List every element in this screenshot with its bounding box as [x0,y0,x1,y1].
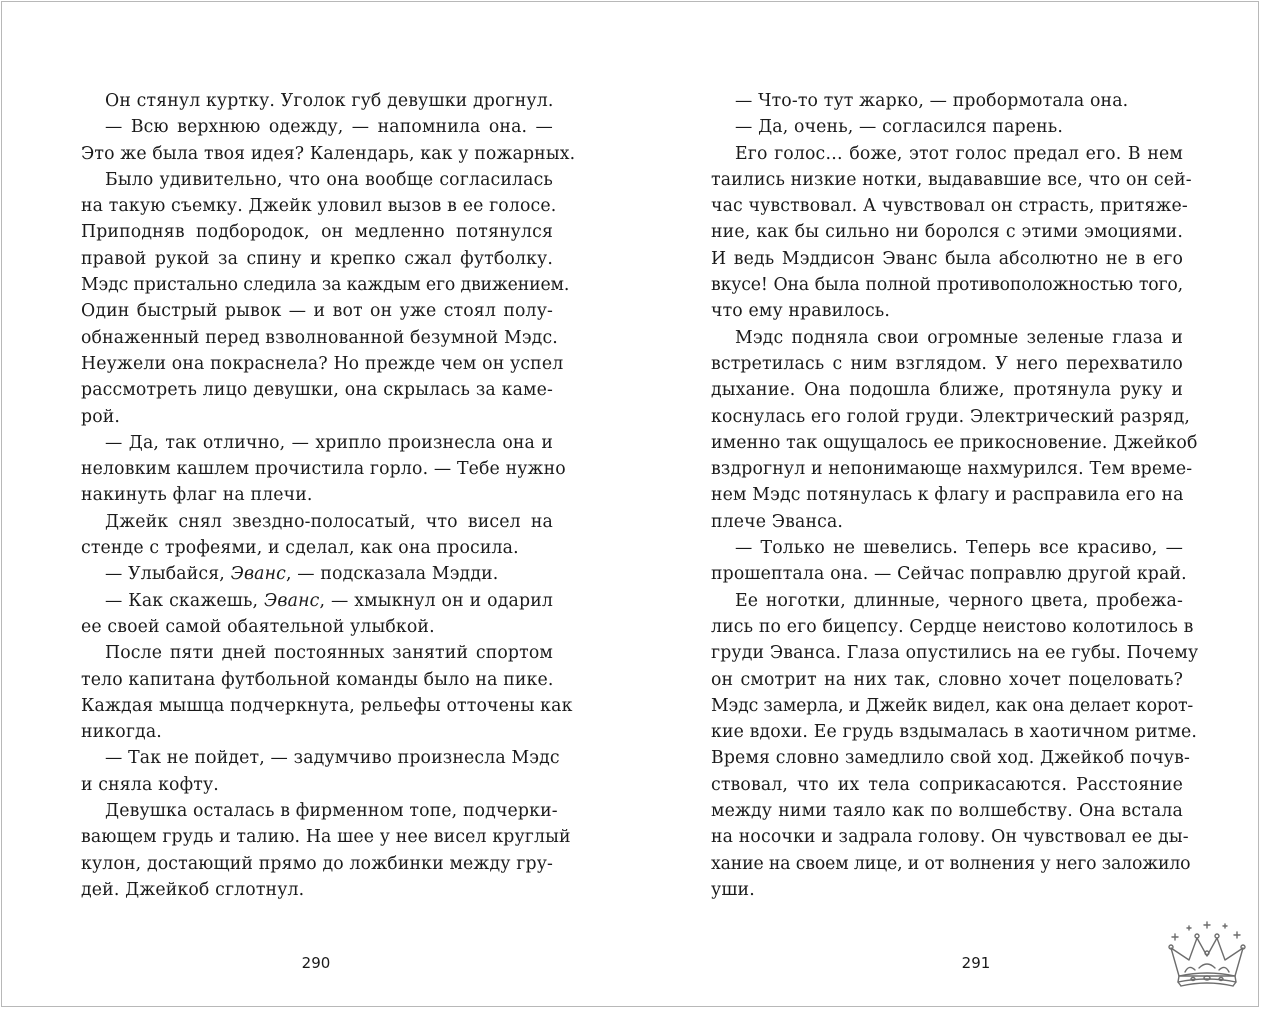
text-line: лись по его бицепсу. Сердце неистово колотилось в [711,616,1194,637]
text-line: — Всю верхнюю одежду, — напомнила она. — [105,117,553,138]
text-line: Неужели она покраснела? Но прежде чем он успел [81,353,564,374]
text-line: ние, как бы сильно ни боролся с этими эмоциями. [711,222,1183,243]
text-line: После пяти дней постоянных занятий спортом [105,643,553,664]
text-line [81,588,553,614]
text-line: — Что-то тут жарко, — пробормотала она. [735,91,1129,111]
text-line: Один быстрый рывок — и вот он уже стоял полу- [81,301,553,322]
left-page-text [81,88,576,903]
text-line: неловким кашлем прочистила горло. — Тебе нужно [81,459,566,480]
text-line: что ему нравилось. [711,301,891,322]
text-line: Его голос… боже, этот голос предал его. В нем [735,143,1183,164]
text-line: на носочки и задрала голову. Он чувствовал ее ды- [711,827,1189,848]
text-line: тело капитана футбольной команды было на пике. [81,669,554,690]
text-line [81,561,553,587]
text-line: правой рукой за спину и крепко сжал футболку. [81,248,553,269]
italic-name: Эванс [230,564,286,585]
text-fragment: , — подсказала Мэдди. [286,564,499,585]
text-line: Время словно замедлило свой ход. Джейкоб почув- [711,748,1190,769]
text-line: — Да, очень, — согласился парень. [735,117,1064,138]
text-line: ее своей самой обаятельной улыбкой. [81,616,435,637]
text-line: Мэдс подняла свои огромные зеленые глаза и [735,327,1183,348]
text-fragment: , — хмыкнул он и одарил [319,590,553,611]
italic-name: Эванс [264,590,320,611]
book-spread [1,1,1259,1007]
text-line: ствовал, что их тела соприкасаются. Расстояние [711,774,1183,795]
text-line: Это же была твоя идея? Календарь, как у пожарных. [81,143,576,164]
text-line: И ведь Мэддисон Эванс была абсолютно не в его [711,248,1183,269]
page-number: 291 [961,954,991,972]
text-line: Джейк снял звездно-полосатый, что висел на [105,511,553,532]
text-line: вздрогнул и непонимающе нахмурился. Тем време- [711,459,1193,480]
text-line: хание на своем лице, и от волнения у него заложило [711,853,1191,874]
text-line: Было удивительно, что она вообще согласилась [105,169,553,190]
text-line: никогда. [81,722,162,743]
text-line: встретилась с ним взглядом. У него перехватило [711,353,1183,374]
text-line: плече Эванса. [711,511,844,532]
text-line: прошептала она. — Сейчас поправлю другой край. [711,564,1187,585]
text-line: между ними таяло как по волшебству. Она встала [711,801,1183,822]
text-line: Ее ноготки, длинные, черного цвета, пробежа- [735,590,1183,611]
right-page-text [711,88,1199,903]
text-line: Приподняв подбородок, он медленно потянулся [81,222,553,243]
page-number: 290 [301,954,331,972]
text-line: вкусе! Она была полной противоположностью того, [711,275,1183,296]
text-line: Девушка осталась в фирменном топе, подчерки- [105,801,558,822]
text-line: и сняла кофту. [81,774,219,795]
text-line: накинуть флаг на плечи. [81,485,313,506]
text-line: — Да, так отлично, — хрипло произнесла она и [105,432,553,453]
text-line: нем Мэдс потянулась к флагу и расправила его на [711,485,1184,506]
text-line: на такую съемку. Джейк уловил вызов в ее голосе. [81,196,557,217]
text-line: вающем грудь и талию. На шее у нее висел круглый [81,827,571,848]
text-line: он смотрит на них так, словно хочет поцеловать? [711,669,1183,690]
right-page [632,2,1262,1008]
text-line: кие вдохи. Ее грудь вздымалась в хаотичном ритме. [711,722,1198,743]
text-fragment: — Как скажешь, [105,590,265,611]
text-line: груди Эванса. Глаза опустились на ее губы. Почему [711,643,1199,664]
text-line: коснулась его голой груди. Электрический разряд, [711,406,1191,427]
text-line: Он стянул куртку. Уголок губ девушки дрогнул. [105,91,554,111]
crown-icon [1165,920,1249,1000]
text-line: стенде с трофеями, и сделал, как она просила. [81,538,519,559]
text-line: Мэдс замерла, и Джейк видел, как она делает корот- [711,695,1194,716]
text-line: — Только не шевелись. Теперь все красиво, — [735,538,1183,559]
text-line: таились низкие нотки, выдававшие все, что он сей- [711,169,1192,190]
left-page [2,2,632,1008]
text-line: кулон, достающий прямо до ложбинки между гру- [81,853,553,874]
text-line: уши. [711,879,755,900]
text-line: час чувствовал. А чувствовал он страсть, притяже- [711,196,1188,217]
text-line: рассмотреть лицо девушки, она скрылась за каме- [81,380,553,401]
text-line: обнаженный перед взволнованной безумной Мэдс. [81,327,558,348]
text-fragment: — Улыбайся, [105,564,231,585]
text-line: дыхание. Она подошла ближе, протянула руку и [711,380,1183,401]
text-line: Каждая мышца подчеркнута, рельефы отточены как [81,695,573,716]
text-line: дей. Джейкоб сглотнул. [81,879,305,900]
text-line: — Так не пойдет, — задумчиво произнесла Мэдс [105,748,560,769]
text-line: рой. [81,406,121,427]
text-line: Мэдс пристально следила за каждым его движением. [81,275,570,296]
text-line: именно так ощущалось ее прикосновение. Джейкоб [711,432,1198,453]
